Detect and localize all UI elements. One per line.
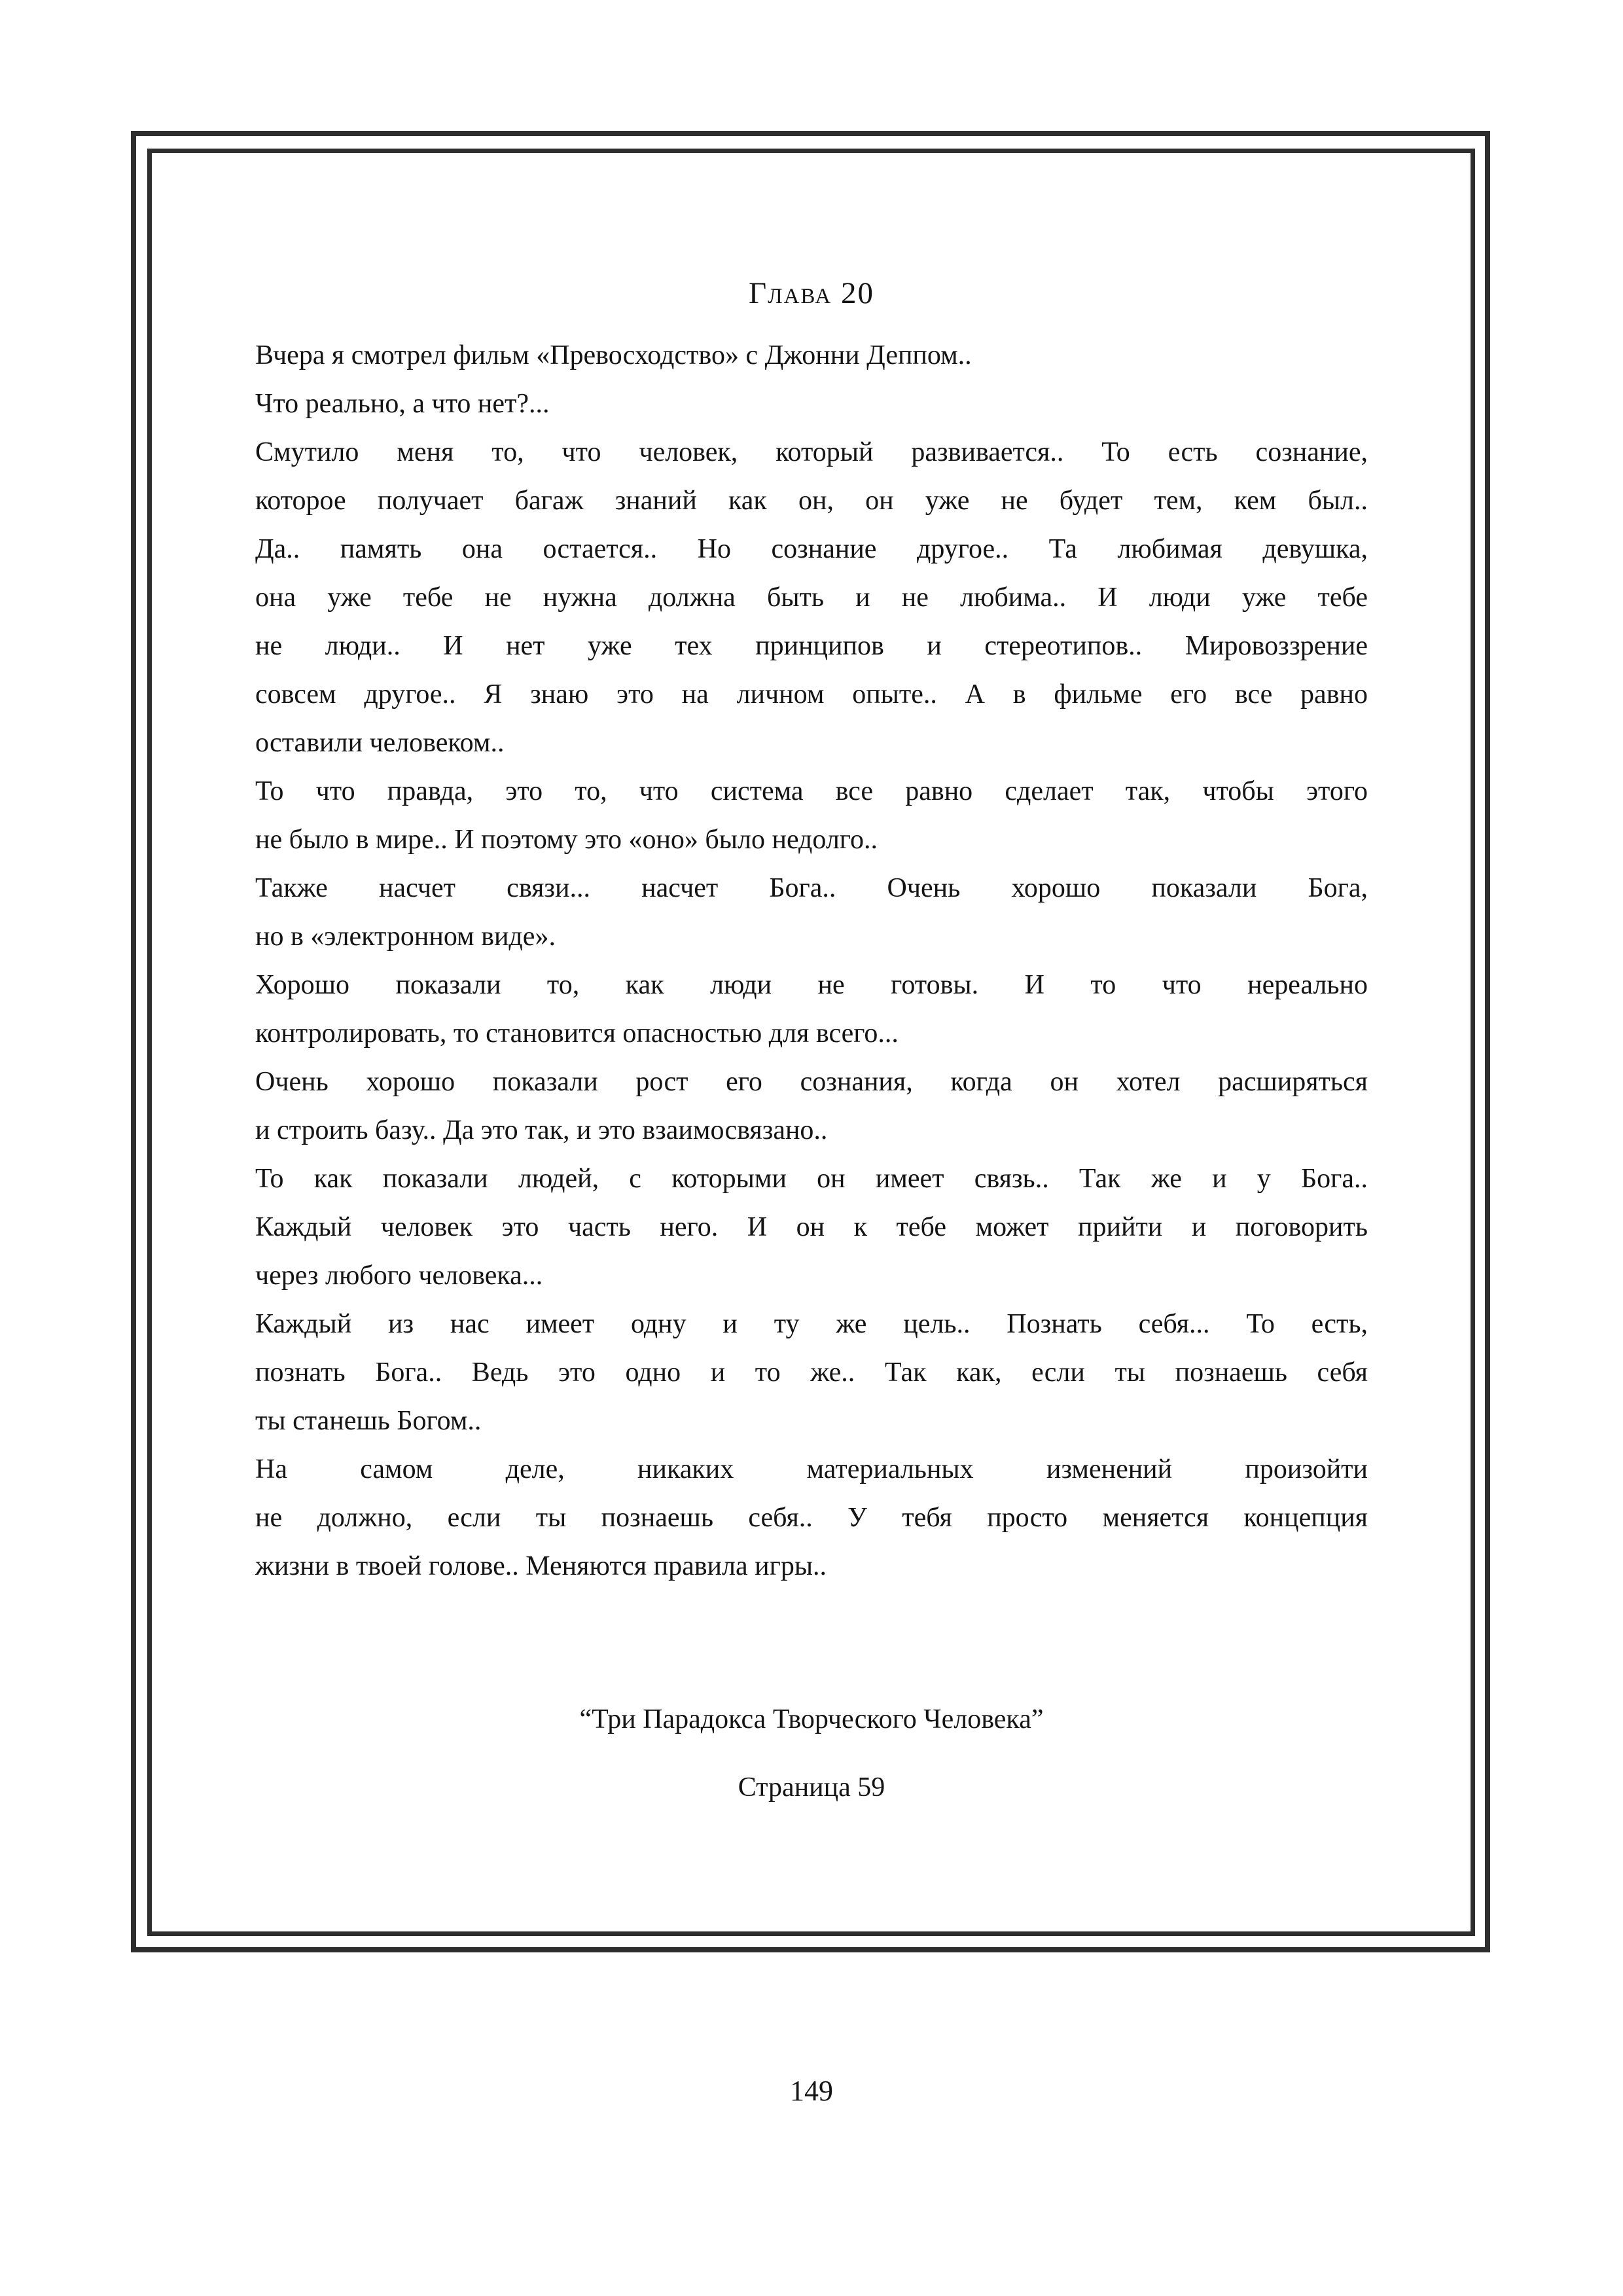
attribution-page-ref: Страница 59 [738,1772,885,1803]
body-text-line: через любого человека... [255,1261,543,1291]
body-text-line: совсем другое.. Я знаю это на личном опыте.. А в фильме его все равно [255,679,1368,709]
attribution-quote-title: “Три Парадокса Творческого Человека” [579,1704,1044,1734]
body-text-line: Каждый из нас имеет одну и ту же цель.. Познать себя... То есть, [255,1309,1368,1339]
body-text-line: не должно, если ты познаешь себя.. У тебя просто меняется концепция [255,1503,1368,1533]
body-text-line: но в «электронном виде». [255,922,556,952]
body-text-line: То как показали людей, с которыми он имеет связь.. Так же и у Бога.. [255,1164,1368,1194]
body-text-line: Что реально, а что нет?... [255,389,550,419]
chapter-title: Глава 20 [749,276,874,310]
body-text-line: На самом деле, никаких материальных изменений произойти [255,1454,1368,1484]
attribution-block [255,1695,1368,1812]
body-text-line: контролировать, то становится опасностью для всего... [255,1018,899,1049]
body-text-line: Также насчет связи... насчет Бога.. Очень хорошо показали Бога, [255,873,1368,903]
body-text-line: То что правда, это то, что система все равно сделает так, чтобы этого [255,776,1368,806]
page-number: 149 [790,2075,833,2107]
body-text-line: она уже тебе не нужна должна быть и не любима.. И люди уже тебе [255,583,1368,613]
body-text-line: Смутило меня то, что человек, который развивается.. То есть сознание, [255,437,1368,467]
body-text-line: Каждый человек это часть него. И он к тебе может прийти и поговорить [255,1212,1368,1242]
body-text-line: ты станешь Богом.. [255,1406,482,1436]
body-text-line: Да.. память она остается.. Но сознание другое.. Та любимая девушка, [255,534,1368,564]
body-text-line: Очень хорошо показали рост его сознания, когда он хотел расширяться [255,1067,1368,1097]
body-text [255,331,1368,1590]
body-text-line: и строить базу.. Да это так, и это взаимосвязано.. [255,1115,828,1145]
text-column [255,275,1368,1812]
body-text-line: которое получает багаж знаний как он, он уже не будет тем, кем был.. [255,486,1368,516]
body-text-line: не люди.. И нет уже тех принципов и стереотипов.. Мировоззрение [255,631,1368,661]
body-text-line: оставили человеком.. [255,728,505,758]
body-text-line: познать Бога.. Ведь это одно и то же.. Так как, если ты познаешь себя [255,1357,1368,1388]
body-text-line: Вчера я смотрел фильм «Превосходство» с Джонни Деппом.. [255,340,972,370]
body-text-line: не было в мире.. И поэтому это «оно» было недолго.. [255,825,878,855]
body-text-line: Хорошо показали то, как люди не готовы. И то что нереально [255,970,1368,1000]
body-text-line: жизни в твоей голове.. Меняются правила игры.. [255,1551,827,1581]
